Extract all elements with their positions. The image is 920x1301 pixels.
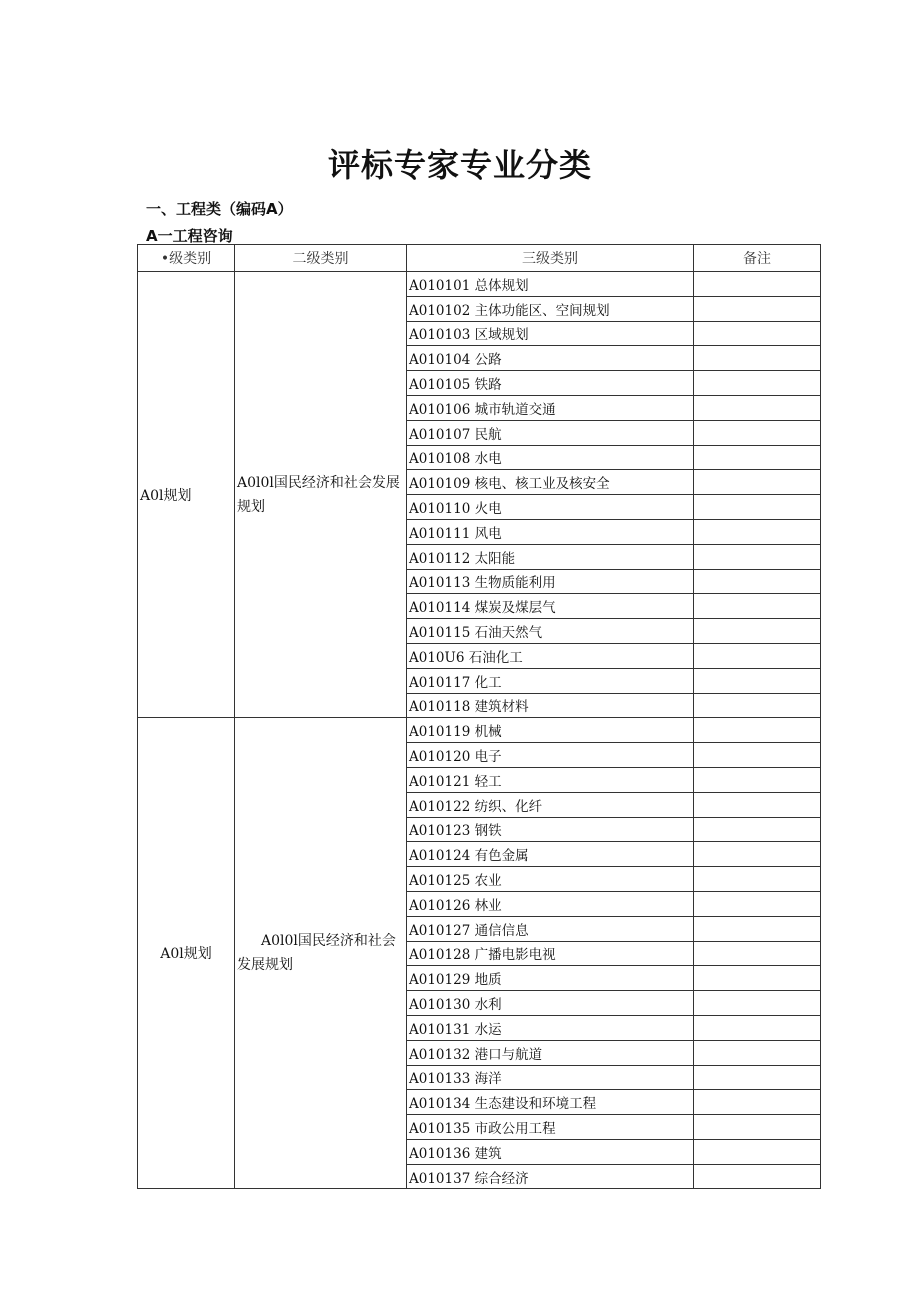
- level3-category: A010115 石油天然气: [407, 619, 694, 644]
- remarks-cell: [694, 619, 821, 644]
- remarks-cell: [694, 346, 821, 371]
- level3-category: A010107 民航: [407, 420, 694, 445]
- level3-category: A010121 轻工: [407, 767, 694, 792]
- level3-category: A010130 水利: [407, 991, 694, 1016]
- level3-category: A010106 城市轨道交通: [407, 395, 694, 420]
- level3-category: A010101 总体规划: [407, 272, 694, 297]
- level3-category: A010111 风电: [407, 519, 694, 544]
- level3-category: A010131 水运: [407, 1015, 694, 1040]
- level3-category: A010126 林业: [407, 891, 694, 916]
- level3-category: A010108 水电: [407, 445, 694, 470]
- page-title: 评标专家专业分类: [327, 146, 592, 184]
- remarks-cell: [694, 272, 821, 297]
- remarks-cell: [694, 470, 821, 495]
- level3-category: A010122 纺织、化纤: [407, 792, 694, 817]
- level3-category: A010117 化工: [407, 668, 694, 693]
- remarks-cell: [694, 371, 821, 396]
- remarks-cell: [694, 867, 821, 892]
- level1-category: A0l规划: [138, 718, 235, 1189]
- table-header-row: [138, 245, 821, 272]
- remarks-cell: [694, 743, 821, 768]
- remarks-cell: [694, 668, 821, 693]
- subsection-heading: A一工程咨询: [146, 227, 233, 245]
- remarks-cell: [694, 991, 821, 1016]
- remarks-cell: [694, 966, 821, 991]
- level3-category: A010135 市政公用工程: [407, 1115, 694, 1140]
- remarks-cell: [694, 1040, 821, 1065]
- remarks-cell: [694, 718, 821, 743]
- level3-category: A010105 铁路: [407, 371, 694, 396]
- level3-category: A010112 太阳能: [407, 544, 694, 569]
- level3-category: A010123 钢铁: [407, 817, 694, 842]
- header-level1: •级类别: [138, 245, 235, 272]
- category-table: [137, 244, 821, 1189]
- remarks-cell: [694, 916, 821, 941]
- header-level2: 二级类别: [235, 245, 407, 272]
- level3-category: A010119 机械: [407, 718, 694, 743]
- level3-category: A010128 广播电影电视: [407, 941, 694, 966]
- remarks-cell: [694, 321, 821, 346]
- remarks-cell: [694, 544, 821, 569]
- level3-category: A010137 综合经济: [407, 1164, 694, 1189]
- remarks-cell: [694, 1090, 821, 1115]
- level3-category: A010134 生态建设和环境工程: [407, 1090, 694, 1115]
- remarks-cell: [694, 395, 821, 420]
- table-row: [138, 272, 821, 297]
- level3-category: A010103 区域规划: [407, 321, 694, 346]
- remarks-cell: [694, 569, 821, 594]
- level3-category: A010125 农业: [407, 867, 694, 892]
- remarks-cell: [694, 767, 821, 792]
- remarks-cell: [694, 817, 821, 842]
- level2-category: A0l0l国民经济和社会发展规划: [235, 272, 407, 718]
- remarks-cell: [694, 643, 821, 668]
- remarks-cell: [694, 495, 821, 520]
- level3-category: A010136 建筑: [407, 1139, 694, 1164]
- level3-category: A010U6 石油化工: [407, 643, 694, 668]
- remarks-cell: [694, 1065, 821, 1090]
- remarks-cell: [694, 420, 821, 445]
- level3-category: A010109 核电、核工业及核安全: [407, 470, 694, 495]
- remarks-cell: [694, 1115, 821, 1140]
- level3-category: A010127 通信信息: [407, 916, 694, 941]
- level3-category: A010124 有色金属: [407, 842, 694, 867]
- remarks-cell: [694, 296, 821, 321]
- header-remarks: 备注: [694, 245, 821, 272]
- remarks-cell: [694, 941, 821, 966]
- remarks-cell: [694, 792, 821, 817]
- level2-category: A0l0l国民经济和社会发展规划: [235, 718, 407, 1189]
- remarks-cell: [694, 842, 821, 867]
- level3-category: A010114 煤炭及煤层气: [407, 594, 694, 619]
- level3-category: A010113 生物质能利用: [407, 569, 694, 594]
- remarks-cell: [694, 594, 821, 619]
- remarks-cell: [694, 445, 821, 470]
- table-row: [138, 718, 821, 743]
- remarks-cell: [694, 519, 821, 544]
- remarks-cell: [694, 1164, 821, 1189]
- remarks-cell: [694, 891, 821, 916]
- header-level3: 三级类别: [407, 245, 694, 272]
- level3-category: A010129 地质: [407, 966, 694, 991]
- level3-category: A010133 海洋: [407, 1065, 694, 1090]
- remarks-cell: [694, 693, 821, 718]
- section-heading: 一、工程类（编码A）: [146, 200, 293, 218]
- level3-category: A010120 电子: [407, 743, 694, 768]
- table-body: [138, 272, 821, 1189]
- level3-category: A010110 火电: [407, 495, 694, 520]
- remarks-cell: [694, 1139, 821, 1164]
- level3-category: A010102 主体功能区、空间规划: [407, 296, 694, 321]
- level3-category: A010132 港口与航道: [407, 1040, 694, 1065]
- level1-category: A0l规划: [138, 272, 235, 718]
- level3-category: A010104 公路: [407, 346, 694, 371]
- remarks-cell: [694, 1015, 821, 1040]
- level3-category: A010118 建筑材料: [407, 693, 694, 718]
